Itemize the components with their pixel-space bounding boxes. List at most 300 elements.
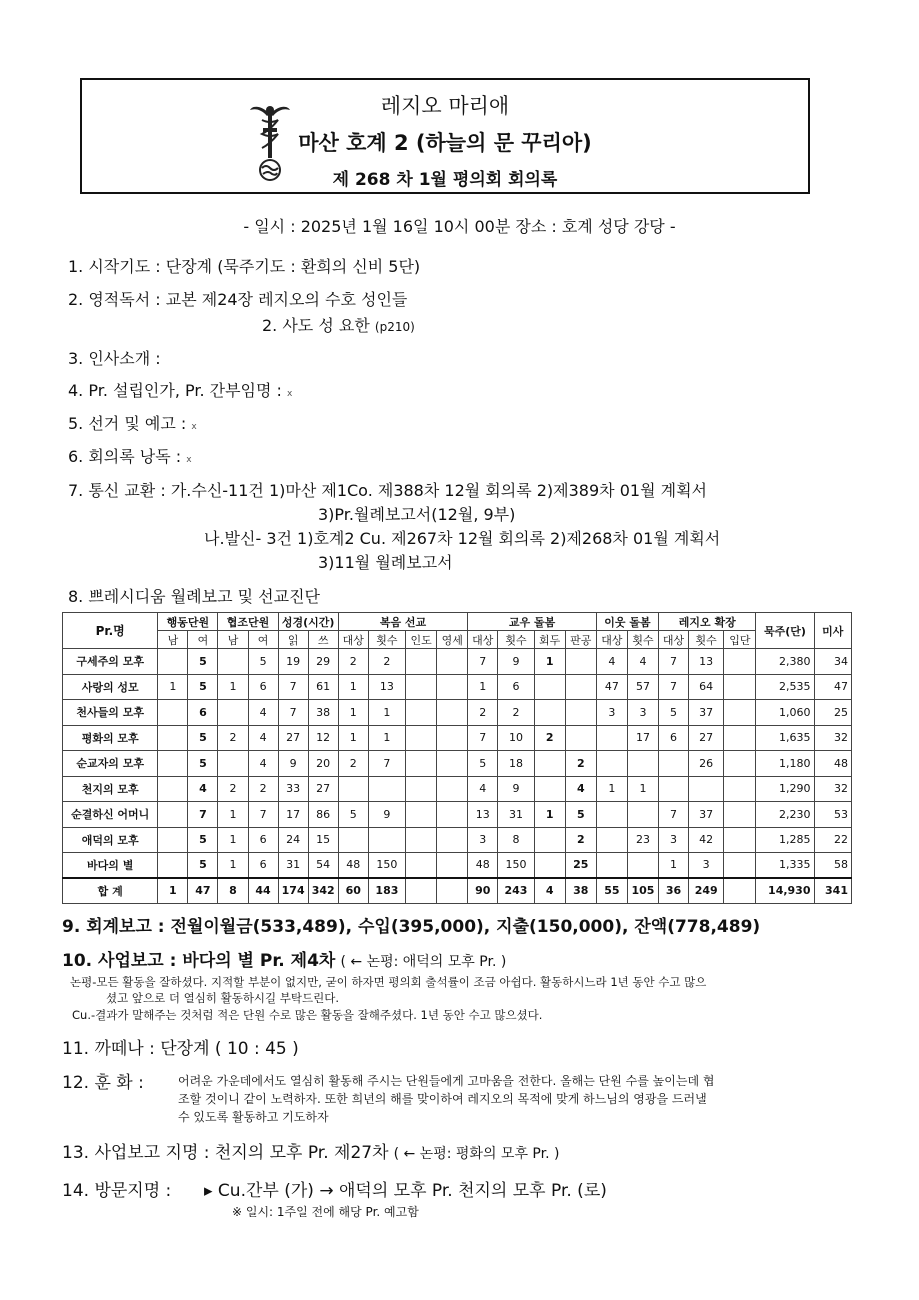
- table-cell: 38: [565, 878, 596, 904]
- praesidium-name-cell: 바다의 별: [63, 852, 158, 877]
- table-cell: [158, 649, 188, 674]
- table-cell: [689, 776, 724, 801]
- table-cell: [437, 751, 468, 776]
- next-report-text: 13. 사업보고 지명 : 천지의 모후 Pr. 제27차: [62, 1143, 389, 1163]
- table-cell: 13: [368, 674, 405, 699]
- table-cell: [724, 852, 756, 877]
- praesidium-report-table: [62, 612, 852, 904]
- table-cell: [596, 751, 627, 776]
- table-cell: 249: [689, 878, 724, 904]
- table-cell: [534, 751, 565, 776]
- table-cell: [158, 700, 188, 725]
- table-cell: 2: [248, 776, 278, 801]
- table-row: [63, 827, 852, 852]
- title-meeting-minutes: 제 268 차 1월 평의회 회의록: [332, 170, 558, 190]
- table-cell: 44: [248, 878, 278, 904]
- table-cell: 4: [468, 776, 498, 801]
- table-cell: 183: [368, 878, 405, 904]
- item-allocutio-label: 12. 훈 화 :: [62, 1073, 144, 1093]
- table-cell: [406, 700, 437, 725]
- table-cell: 29: [308, 649, 338, 674]
- table-cell: 3: [627, 700, 658, 725]
- table-cell: 7: [278, 700, 308, 725]
- header-rosary: 묵주(단): [756, 613, 814, 649]
- table-cell: 5: [659, 700, 689, 725]
- sub-header-cell: 회두: [534, 631, 565, 649]
- table-cell: 6: [248, 852, 278, 877]
- table-cell: 2,230: [756, 802, 814, 827]
- table-cell: 15: [308, 827, 338, 852]
- reading-subtitle: 2. 사도 성 요한: [262, 316, 370, 335]
- table-cell: 2,380: [756, 649, 814, 674]
- table-cell: [724, 827, 756, 852]
- sub-header-cell: 횟수: [689, 631, 724, 649]
- table-cell: [158, 802, 188, 827]
- table-cell: 1: [659, 852, 689, 877]
- table-cell: 47: [596, 674, 627, 699]
- sub-header-cell: 대상: [338, 631, 368, 649]
- item-correspondence-sent-2: 3)11월 월례보고서: [318, 553, 453, 572]
- review-comment-line-1: 논평-모든 활동을 잘하셨다. 지적할 부분이 없지만, 굳이 하자면 평의회 출석률이 조금 아쉽다. 활동하시느라 1년 동안 수고 많으: [70, 975, 707, 989]
- header-parishioner-care: 교우 돌봄: [468, 613, 597, 631]
- table-cell: 1: [338, 700, 368, 725]
- header-active-members: 행동단원: [158, 613, 218, 631]
- table-row: [63, 852, 852, 877]
- sub-header-cell: 횟수: [627, 631, 658, 649]
- praesidium-name-cell: 평화의 모후: [63, 725, 158, 750]
- table-cell: 61: [308, 674, 338, 699]
- sub-header-cell: 읽: [278, 631, 308, 649]
- item-correspondence-received-2: 3)Pr.월례보고서(12월, 9부): [318, 505, 516, 524]
- table-row: [63, 725, 852, 750]
- table-cell: 36: [659, 878, 689, 904]
- table-cell: 5: [188, 649, 218, 674]
- header-mass: 미사: [814, 613, 852, 649]
- praesidium-name-cell: 구세주의 모후: [63, 649, 158, 674]
- table-cell: 7: [278, 674, 308, 699]
- table-cell: 1: [596, 776, 627, 801]
- table-cell: 58: [814, 852, 852, 877]
- table-cell: [437, 700, 468, 725]
- table-cell: 2: [338, 751, 368, 776]
- table-cell: [218, 649, 248, 674]
- table-cell: 24: [278, 827, 308, 852]
- table-cell: [565, 700, 596, 725]
- table-cell: [565, 674, 596, 699]
- table-cell: 5: [565, 802, 596, 827]
- table-cell: 1,335: [756, 852, 814, 877]
- table-cell: 4: [188, 776, 218, 801]
- table-cell: 17: [278, 802, 308, 827]
- praesidium-name-cell: 애덕의 모후: [63, 827, 158, 852]
- table-cell: 342: [308, 878, 338, 904]
- table-cell: 4: [534, 878, 565, 904]
- table-cell: [437, 649, 468, 674]
- table-row: [63, 674, 852, 699]
- table-cell: [627, 802, 658, 827]
- table-cell: [534, 700, 565, 725]
- table-cell: [158, 776, 188, 801]
- table-cell: 86: [308, 802, 338, 827]
- sub-header-cell: 대상: [468, 631, 498, 649]
- table-cell: 3: [659, 827, 689, 852]
- table-cell: 243: [498, 878, 534, 904]
- item-election: [68, 411, 197, 434]
- table-cell: 7: [468, 649, 498, 674]
- table-cell: [724, 751, 756, 776]
- allocutio-line-3: 수 있도록 활동하고 기도하자: [178, 1110, 329, 1124]
- table-cell: 6: [248, 827, 278, 852]
- item-next-report-assignment: [62, 1138, 559, 1163]
- table-cell: 1: [218, 674, 248, 699]
- table-cell: 2: [565, 751, 596, 776]
- table-cell: 32: [814, 776, 852, 801]
- allocutio-line-1: 어려운 가운데에서도 열심히 활동해 주시는 단원들에게 고마움을 전한다. 올해는 단원 수를 높이는데 협: [178, 1074, 715, 1088]
- sub-header-cell: 여: [248, 631, 278, 649]
- table-cell: 53: [814, 802, 852, 827]
- table-cell: 20: [308, 751, 338, 776]
- table-cell: 9: [278, 751, 308, 776]
- table-cell: 1,635: [756, 725, 814, 750]
- table-cell: 22: [814, 827, 852, 852]
- item-catena: 11. 까떼나 : 단장계 ( 10 : 45 ): [62, 1039, 299, 1059]
- table-cell: [368, 776, 405, 801]
- table-cell: [406, 852, 437, 877]
- table-cell: 5: [248, 649, 278, 674]
- table-cell: 5: [188, 827, 218, 852]
- table-cell: 1: [368, 725, 405, 750]
- table-cell: 4: [248, 725, 278, 750]
- table-cell: 4: [565, 776, 596, 801]
- table-row: [63, 700, 852, 725]
- table-cell: 105: [627, 878, 658, 904]
- table-cell: 1: [218, 852, 248, 877]
- table-cell: 1: [218, 802, 248, 827]
- table-cell: 1: [627, 776, 658, 801]
- item-opening-prayer: 1. 시작기도 : 단장계 (묵주기도 : 환희의 신비 5단): [68, 257, 421, 276]
- table-cell: 5: [338, 802, 368, 827]
- table-cell: 3: [468, 827, 498, 852]
- table-cell: [406, 649, 437, 674]
- sub-header-cell: 영세: [437, 631, 468, 649]
- table-cell: [659, 776, 689, 801]
- table-cell: [596, 725, 627, 750]
- table-cell: 5: [188, 674, 218, 699]
- item-spiritual-reading-sub: [262, 313, 415, 336]
- table-cell: [158, 751, 188, 776]
- table-cell: [437, 725, 468, 750]
- table-cell: [406, 878, 437, 904]
- table-cell: 1: [218, 827, 248, 852]
- table-cell: 1,285: [756, 827, 814, 852]
- review-comment-line-2: 셨고 앞으로 더 열심히 활동하시길 부탁드린다.: [106, 991, 340, 1005]
- table-cell: 2: [218, 776, 248, 801]
- table-cell: 5: [468, 751, 498, 776]
- table-cell: 25: [565, 852, 596, 877]
- table-cell: 12: [308, 725, 338, 750]
- praesidium-name-cell: 천지의 모후: [63, 776, 158, 801]
- table-cell: 8: [218, 878, 248, 904]
- table-cell: 57: [627, 674, 658, 699]
- table-cell: [627, 852, 658, 877]
- curia-comment: Cu.-결과가 말해주는 것처럼 적은 단원 수로 많은 활동을 잘해주셨다. 1년 동안 수고 많으셨다.: [72, 1008, 543, 1022]
- table-cell: [724, 878, 756, 904]
- table-cell: [437, 852, 468, 877]
- table-cell: 2: [368, 649, 405, 674]
- table-cell: [218, 700, 248, 725]
- approval-text: 4. Pr. 설립인가, Pr. 간부임명 :: [68, 381, 282, 400]
- table-cell: 7: [659, 674, 689, 699]
- table-cell: [724, 776, 756, 801]
- table-cell: 19: [278, 649, 308, 674]
- table-cell: 27: [689, 725, 724, 750]
- table-cell: [406, 776, 437, 801]
- table-cell: 55: [596, 878, 627, 904]
- table-cell: 14,930: [756, 878, 814, 904]
- table-cell: 1: [534, 649, 565, 674]
- table-cell: 7: [368, 751, 405, 776]
- table-cell: [406, 725, 437, 750]
- table-cell: 1,060: [756, 700, 814, 725]
- table-cell: 27: [308, 776, 338, 801]
- table-cell: 32: [814, 725, 852, 750]
- table-cell: [565, 725, 596, 750]
- sub-header-cell: 인도: [406, 631, 437, 649]
- table-cell: 48: [814, 751, 852, 776]
- table-cell: 2: [468, 700, 498, 725]
- meeting-datetime-place: - 일시 : 2025년 1월 16일 10시 00분 장소 : 호계 성당 강당 -: [243, 217, 676, 236]
- table-cell: 7: [188, 802, 218, 827]
- item-praesidium-approval: [68, 378, 292, 401]
- table-cell: 7: [468, 725, 498, 750]
- title-curia-name: 마산 호계 2 (하늘의 문 꾸리아): [298, 131, 592, 155]
- table-row: [63, 776, 852, 801]
- table-cell: 10: [498, 725, 534, 750]
- table-cell: 23: [627, 827, 658, 852]
- table-cell: [724, 802, 756, 827]
- table-cell: 9: [368, 802, 405, 827]
- table-cell: 174: [278, 878, 308, 904]
- table-cell: 48: [468, 852, 498, 877]
- table-row: [63, 649, 852, 674]
- table-cell: [724, 700, 756, 725]
- table-cell: 47: [814, 674, 852, 699]
- table-cell: 26: [689, 751, 724, 776]
- sub-header-cell: 여: [188, 631, 218, 649]
- reading-page: (p210): [374, 320, 415, 334]
- table-cell: [534, 776, 565, 801]
- table-cell: [437, 827, 468, 852]
- table-body: [63, 649, 852, 904]
- table-cell: [158, 852, 188, 877]
- table-cell: 6: [188, 700, 218, 725]
- table-cell: 150: [498, 852, 534, 877]
- table-cell: 37: [689, 802, 724, 827]
- sub-header-cell: 쓰: [308, 631, 338, 649]
- table-cell: [437, 802, 468, 827]
- table-row: [63, 802, 852, 827]
- table-cell: 2: [498, 700, 534, 725]
- table-cell: 2: [534, 725, 565, 750]
- table-cell: 5: [188, 852, 218, 877]
- table-cell: 4: [596, 649, 627, 674]
- x-mark: x: [287, 389, 293, 399]
- sub-header-cell: 횟수: [368, 631, 405, 649]
- table-cell: [338, 776, 368, 801]
- sub-header-cell: 판공: [565, 631, 596, 649]
- sub-header-cell: 대상: [659, 631, 689, 649]
- table-cell: [158, 827, 188, 852]
- table-cell: 3: [596, 700, 627, 725]
- item-introductions: 3. 인사소개 :: [68, 349, 161, 368]
- table-cell: [406, 827, 437, 852]
- table-cell: 1: [158, 674, 188, 699]
- table-cell: 54: [308, 852, 338, 877]
- table-cell: 7: [248, 802, 278, 827]
- sub-header-cell: 입단: [724, 631, 756, 649]
- table-cell: [158, 725, 188, 750]
- title-legio-mariae: 레지오 마리애: [380, 94, 510, 118]
- activity-report-text: 10. 사업보고 : 바다의 별 Pr. 제4차: [62, 951, 336, 971]
- table-cell: [534, 852, 565, 877]
- table-cell: 17: [627, 725, 658, 750]
- table-cell: 2: [565, 827, 596, 852]
- x-mark: x: [186, 455, 192, 465]
- table-total-row: [63, 878, 852, 904]
- election-text: 5. 선거 및 예고 :: [68, 414, 187, 433]
- table-cell: 33: [278, 776, 308, 801]
- table-cell: 27: [278, 725, 308, 750]
- table-cell: 6: [659, 725, 689, 750]
- item-correspondence-sent: 나.발신- 3건 1)호계2 Cu. 제267차 12월 회의록 2)제268차 01월 계획서: [204, 529, 721, 548]
- sub-header-cell: 남: [158, 631, 188, 649]
- item-minutes-reading: [68, 444, 192, 467]
- praesidium-name-cell: 순결하신 어머니: [63, 802, 158, 827]
- praesidium-name-cell: 합 계: [63, 878, 158, 904]
- table-cell: [724, 725, 756, 750]
- table-cell: 2: [218, 725, 248, 750]
- table-cell: 48: [338, 852, 368, 877]
- table-cell: 13: [468, 802, 498, 827]
- table-cell: [724, 649, 756, 674]
- table-cell: 7: [659, 649, 689, 674]
- header-bible-hours: 성경(시간): [278, 613, 338, 631]
- activity-report-commentator: ( ← 논평: 애덕의 모후 Pr. ): [340, 954, 507, 970]
- table-cell: 1: [368, 700, 405, 725]
- table-cell: 8: [498, 827, 534, 852]
- table-row: [63, 751, 852, 776]
- table-cell: 1: [158, 878, 188, 904]
- praesidium-name-cell: 순교자의 모후: [63, 751, 158, 776]
- table-group-header-row: [63, 613, 852, 631]
- allocutio-line-2: 조할 것이니 같이 노력하자. 또한 희년의 해를 맞이하여 레지오의 목적에 맞게 하느님의 영광을 드러낼: [178, 1092, 707, 1106]
- x-mark: x: [191, 422, 197, 432]
- sub-header-cell: 횟수: [498, 631, 534, 649]
- table-cell: 2,535: [756, 674, 814, 699]
- sub-header-cell: 남: [218, 631, 248, 649]
- table-cell: 47: [188, 878, 218, 904]
- table-cell: [406, 802, 437, 827]
- table-cell: 1: [338, 674, 368, 699]
- header-neighbor-care: 이웃 돌봄: [596, 613, 658, 631]
- table-cell: [724, 674, 756, 699]
- table-cell: 18: [498, 751, 534, 776]
- table-cell: 1: [534, 802, 565, 827]
- table-cell: [406, 751, 437, 776]
- item-monthly-report-title: 8. 쁘레시디움 월례보고 및 선교진단: [68, 587, 320, 606]
- table-cell: [659, 751, 689, 776]
- visit-assignment-note: ※ 일시: 1주일 전에 해당 Pr. 예고함: [232, 1205, 419, 1219]
- table-cell: 60: [338, 878, 368, 904]
- table-cell: [368, 827, 405, 852]
- table-cell: 4: [627, 649, 658, 674]
- table-cell: 64: [689, 674, 724, 699]
- table-cell: 90: [468, 878, 498, 904]
- table-cell: 31: [278, 852, 308, 877]
- table-cell: 34: [814, 649, 852, 674]
- table-cell: 31: [498, 802, 534, 827]
- table-cell: [534, 674, 565, 699]
- next-report-commentator: ( ← 논평: 평화의 모후 Pr. ): [393, 1146, 560, 1162]
- table-cell: [437, 776, 468, 801]
- table-cell: [437, 878, 468, 904]
- table-cell: [565, 649, 596, 674]
- table-cell: [338, 827, 368, 852]
- praesidium-name-cell: 천사들의 모후: [63, 700, 158, 725]
- header-auxiliary-members: 협조단원: [218, 613, 278, 631]
- table-cell: 5: [188, 751, 218, 776]
- header-pr-name: Pr.명: [63, 613, 158, 649]
- table-cell: 4: [248, 751, 278, 776]
- table-cell: 42: [689, 827, 724, 852]
- table-cell: 38: [308, 700, 338, 725]
- table-cell: [437, 674, 468, 699]
- table-cell: 2: [338, 649, 368, 674]
- item-activity-report: [62, 946, 506, 971]
- header-evangelization: 복음 선교: [338, 613, 468, 631]
- table-cell: 6: [498, 674, 534, 699]
- table-cell: [406, 674, 437, 699]
- table-cell: 5: [188, 725, 218, 750]
- table-cell: 1,290: [756, 776, 814, 801]
- table-cell: 1: [338, 725, 368, 750]
- table-cell: 13: [689, 649, 724, 674]
- item-visit-assignment-label: 14. 방문지명 :: [62, 1181, 172, 1201]
- table-cell: 341: [814, 878, 852, 904]
- table-cell: [218, 751, 248, 776]
- table-cell: 1,180: [756, 751, 814, 776]
- table-cell: [596, 827, 627, 852]
- header-legio-expansion: 레지오 확장: [659, 613, 756, 631]
- minutes-text: 6. 회의록 낭독 :: [68, 447, 182, 466]
- visit-assignment-detail: ▸ Cu.간부 (가) → 애덕의 모후 Pr. 천지의 모후 Pr. (로): [204, 1181, 607, 1201]
- table-cell: 37: [689, 700, 724, 725]
- table-cell: [596, 802, 627, 827]
- table-cell: 9: [498, 776, 534, 801]
- table-sub-header-row: [63, 631, 852, 649]
- item-correspondence-received: 7. 통신 교환 : 가.수신-11건 1)마산 제1Co. 제388차 12월 회의록 2)제389차 01월 계획서: [68, 481, 707, 500]
- table-cell: 7: [659, 802, 689, 827]
- item-accounting-report: 9. 회계보고 : 전월이월금(533,489), 수입(395,000), 지출(150,000), 잔액(778,489): [62, 917, 761, 937]
- praesidium-name-cell: 사랑의 성모: [63, 674, 158, 699]
- table-cell: 3: [689, 852, 724, 877]
- table-cell: 1: [468, 674, 498, 699]
- table-cell: 25: [814, 700, 852, 725]
- table-cell: 4: [248, 700, 278, 725]
- document-header-box: [80, 78, 810, 194]
- table-cell: 9: [498, 649, 534, 674]
- table-cell: [534, 827, 565, 852]
